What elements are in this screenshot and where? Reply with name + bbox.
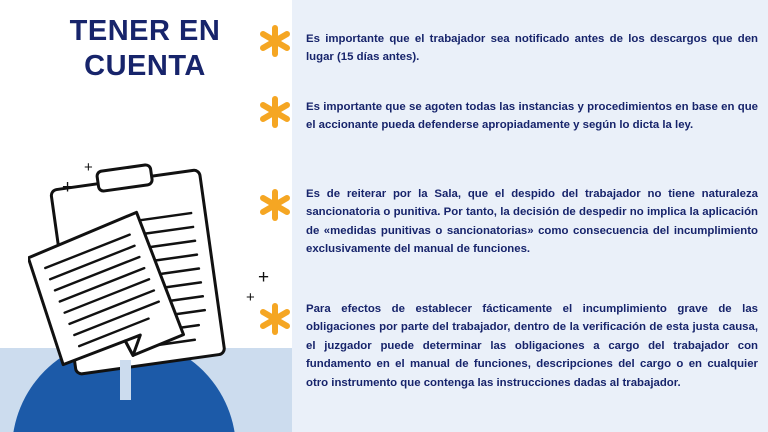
sparkle-plus-icon: + xyxy=(84,159,93,176)
paragraph-4: Para efectos de establecer fácticamente el incumplimiento grave de las obligaciones por parte del trabajador, dentro de la verificación de esta justa causa, el juzgador puede determinar las obligaciones a cargo del trabajador con fundamento en el manual de funciones, descripciones del cargo o en cualquier otro instrumento que contenga las instrucciones dadas al trabajador. xyxy=(306,303,758,389)
asterisk-icon xyxy=(258,24,292,58)
sparkle-plus-icon: + xyxy=(258,267,270,288)
page-title: TENER EN CUENTA xyxy=(69,15,221,83)
title-block xyxy=(14,14,276,85)
sparkle-plus-icon: + xyxy=(62,177,74,198)
paragraph-2: Es importante que se agoten todas las instancias y procedimientos en base en que el accionante pueda defenderse apropiadamente y según lo dicta la ley. xyxy=(306,101,758,132)
asterisk-icon xyxy=(258,95,292,129)
paragraph-1: Es importante que el trabajador sea notificado antes de los descargos que den lugar (15 días antes). xyxy=(306,33,758,64)
paragraph-3: Es de reiterar por la Sala, que el despido del trabajador no tiene naturaleza sancionatoria o punitiva. Por tanto, la decisión de despedir no implica la aplicación de «medidas punitivas o sancionatorias» como consecuencia del incumplimiento exclusivamente del manual de funciones. xyxy=(306,188,758,256)
asterisk-icon xyxy=(258,302,292,336)
sparkle-plus-icon: + xyxy=(246,289,255,306)
asterisk-icon xyxy=(258,188,292,222)
